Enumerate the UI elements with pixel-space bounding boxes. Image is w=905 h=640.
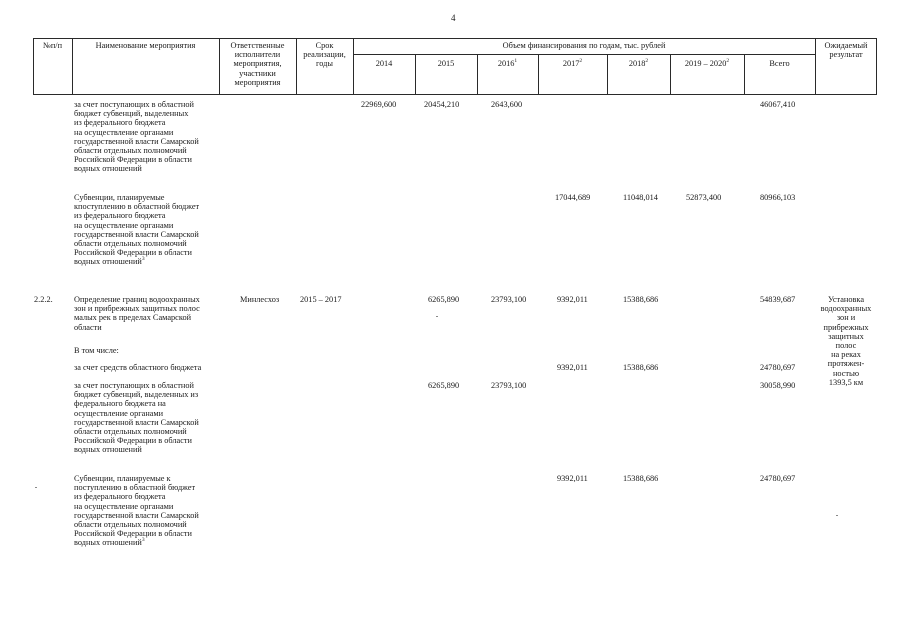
- row1-description: за счет поступающих в областной бюджет субвенций, выделенных из федерального бюджета на осуществление органами государственной власти Самарской области отдельных полномочий Российской Федерации в области водных отношений: [74, 100, 199, 174]
- row1-2014: 22969,600: [361, 100, 397, 109]
- header-year-2017: 2017$^2$: [562, 58, 583, 68]
- row2-total: 80966,103: [760, 193, 796, 202]
- scan-speck: [35, 487, 37, 488]
- table-header: [33, 38, 877, 95]
- scan-speck: [436, 316, 438, 317]
- row2-2018: 11048,014: [623, 193, 658, 202]
- header-year-2014: 2014: [375, 59, 393, 68]
- row3-total: 54839,687: [760, 295, 796, 304]
- row1-total: 46067,410: [760, 100, 796, 109]
- row3-responsible: Минлесхоз: [240, 295, 280, 304]
- header-year-2015: 2015: [437, 59, 455, 68]
- row3-2016: 23793,100: [491, 295, 527, 304]
- row7-description: Субвенции, планируемые к поступлению в областной бюджет из федерального бюджета на осуществление органами государственной власти Самарской области отдельных полномочий Российской Федерации в области водных отношений$^3$: [74, 474, 199, 548]
- scan-speck: [836, 515, 838, 516]
- row6-2016: 23793,100: [491, 381, 527, 390]
- header-volume: Объем финансирования по годам, тыс. рублей: [502, 41, 666, 50]
- row6-2015: 6265,890: [428, 381, 460, 390]
- header-mid-border: [353, 54, 815, 55]
- row3-2017: 9392,011: [557, 295, 588, 304]
- row3-term: 2015 – 2017: [300, 295, 342, 304]
- row5-total: 24780,697: [760, 363, 796, 372]
- header-num: №п/п: [42, 41, 63, 50]
- header-year-2016: 2016$^1$: [497, 58, 518, 68]
- row7-total: 24780,697: [760, 474, 796, 483]
- header-year-2018: 2018$^2$: [628, 58, 649, 68]
- row7-2017: 9392,011: [557, 474, 588, 483]
- row3-description: Определение границ водоохранных зон и прибрежных защитных полос малых рек в пределах Самарской области: [74, 295, 200, 332]
- header-name: Наименование мероприятия: [95, 41, 196, 50]
- row2-description: Субвенции, планируемые кпоступлению в областной бюджет из федерального бюджета на осуществление органами государственной власти Самарской области отдельных полномочий Российской Федерации в области водных отношений$^3$: [74, 193, 200, 267]
- header-total: Всего: [769, 59, 790, 68]
- row1-2015: 20454,210: [424, 100, 460, 109]
- row5-2017: 9392,011: [557, 363, 588, 372]
- row2-2019-2020: 52873,400: [686, 193, 722, 202]
- header-top-border: [33, 38, 877, 39]
- header-year-2019-2020: 2019 – 2020$^2$: [684, 58, 730, 68]
- page-number: 4: [451, 13, 456, 23]
- row6-total: 30058,990: [760, 381, 796, 390]
- row5-label: за счет средств областного бюджета: [74, 363, 202, 372]
- header-result: Ожидаемый результат: [824, 41, 868, 60]
- row3-2015: 6265,890: [428, 295, 460, 304]
- row7-2018: 15388,686: [623, 474, 659, 483]
- row1-2016: 2643,600: [491, 100, 523, 109]
- header-bottom-border: [33, 94, 877, 95]
- row6-description: за счет поступающих в областной бюджет субвенций, выделенных из федерального бюджета на осуществление органами государственной власти Самарской области отдельных полномочий Российской Федерации в области водных отношений: [74, 381, 199, 455]
- row2-2017: 17044,689: [555, 193, 591, 202]
- header-term: Срок реализации, годы: [303, 41, 346, 69]
- header-responsible: Ответственные исполнители мероприятия, участники мероприятия: [230, 41, 285, 87]
- row3-2018: 15388,686: [623, 295, 659, 304]
- row4-label: В том числе:: [74, 346, 119, 355]
- row5-2018: 15388,686: [623, 363, 659, 372]
- row3-expected-result: Установка водоохранных зон и прибрежных защитных полос на реках протяжен- ностью 1393,5 км: [820, 295, 872, 387]
- row3-number: 2.2.2.: [34, 295, 53, 304]
